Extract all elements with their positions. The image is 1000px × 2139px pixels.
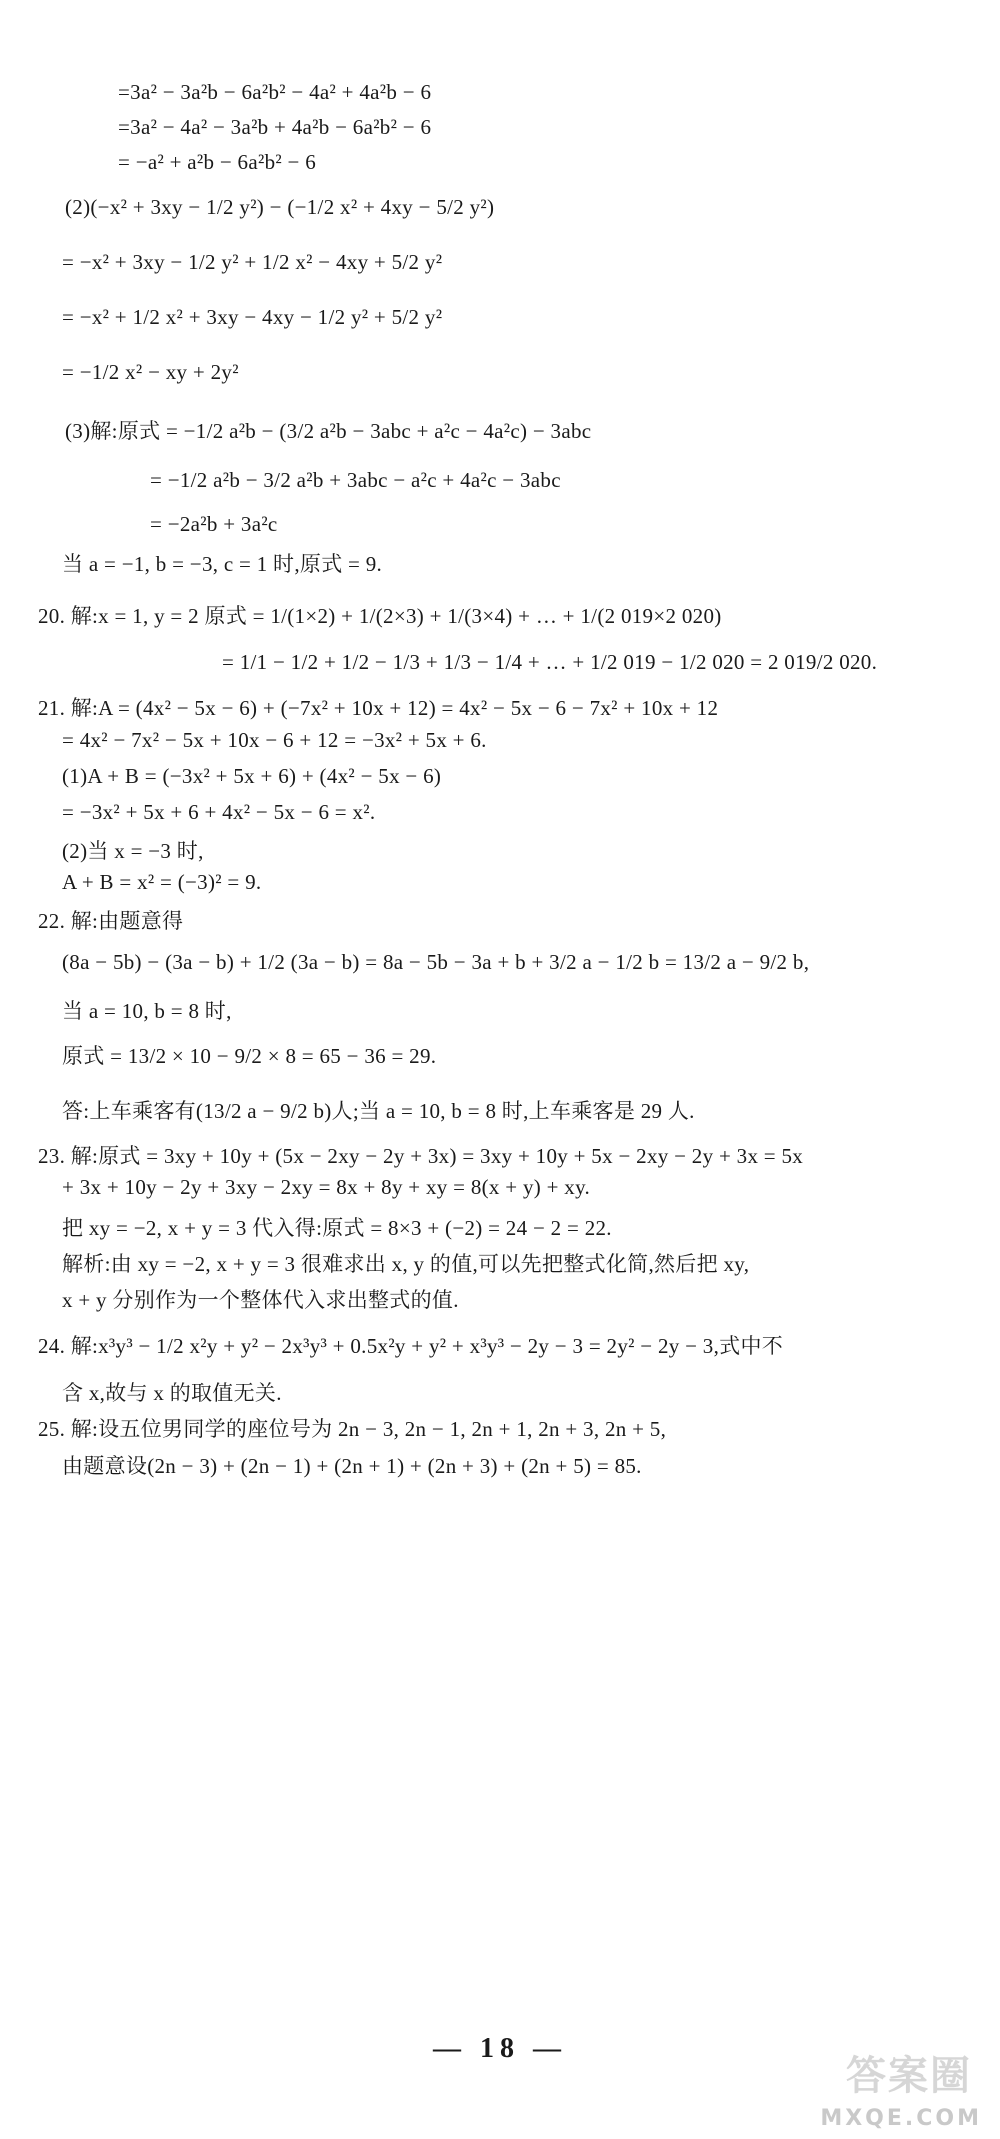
- text-line: = −x² + 3xy − 1/2 y² + 1/2 x² − 4xy + 5/2 y²: [62, 250, 443, 274]
- text-line: A + B = x² = (−3)² = 9.: [62, 870, 262, 894]
- text-line: 由题意设(2n − 3) + (2n − 1) + (2n + 1) + (2n + 3) + (2n + 5) = 85.: [62, 1454, 642, 1478]
- text-line: x + y 分别作为一个整体代入求出整式的值.: [62, 1288, 459, 1312]
- text-line: = −x² + 1/2 x² + 3xy − 4xy − 1/2 y² + 5/2 y²: [62, 305, 443, 329]
- watermark-logo: 答案圈: [846, 2053, 972, 2099]
- text-line: 答:上车乘客有(13/2 a − 9/2 b)人;当 a = 10, b = 8 时,上车乘客是 29 人.: [62, 1099, 695, 1123]
- problem-22: 22. 解:由题意得: [38, 909, 184, 933]
- text-line: = −3x² + 5x + 6 + 4x² − 5x − 6 = x².: [62, 800, 376, 824]
- problem-23: 23. 解:原式 = 3xy + 10y + (5x − 2xy − 2y + 3x) = 3xy + 10y + 5x − 2xy − 2y + 3x = 5x: [38, 1144, 804, 1168]
- text-line: = 1/1 − 1/2 + 1/2 − 1/3 + 1/3 − 1/4 + … + 1/2 019 − 1/2 020 = 2 019/2 020.: [222, 650, 878, 674]
- text-line: (2)(−x² + 3xy − 1/2 y²) − (−1/2 x² + 4xy − 5/2 y²): [65, 195, 495, 219]
- text-line: =3a² − 3a²b − 6a²b² − 4a² + 4a²b − 6: [118, 80, 432, 104]
- text-line: 解析:由 xy = −2, x + y = 3 很难求出 x, y 的值,可以先把整式化简,然后把 xy,: [62, 1252, 750, 1276]
- text-line: (3)解:原式 = −1/2 a²b − (3/2 a²b − 3abc + a²c − 4a²c) − 3abc: [65, 419, 592, 443]
- problem-20: 20. 解:x = 1, y = 2 原式 = 1/(1×2) + 1/(2×3) + 1/(3×4) + … + 1/(2 019×2 020): [38, 604, 722, 628]
- problem-24: 24. 解:x³y³ − 1/2 x²y + y² − 2x³y³ + 0.5x²y + y² + x³y³ − 2y − 3 = 2y² − 2y − 3,式中不: [38, 1334, 784, 1358]
- text-line: (8a − 5b) − (3a − b) + 1/2 (3a − b) = 8a − 5b − 3a + b + 3/2 a − 1/2 b = 13/2 a − 9/2 b,: [62, 950, 810, 974]
- watermark-url: MXQE.COM: [820, 2106, 982, 2131]
- text-line: =3a² − 4a² − 3a²b + 4a²b − 6a²b² − 6: [118, 115, 432, 139]
- page-number: — 18 —: [433, 2033, 567, 2064]
- problem-25: 25. 解:设五位男同学的座位号为 2n − 3, 2n − 1, 2n + 1, 2n + 3, 2n + 5,: [38, 1417, 667, 1441]
- text-line: 含 x,故与 x 的取值无关.: [62, 1381, 282, 1405]
- text-line: = 4x² − 7x² − 5x + 10x − 6 + 12 = −3x² + 5x + 6.: [62, 728, 487, 752]
- text-line: (2)当 x = −3 时,: [62, 839, 204, 863]
- text-line: 当 a = −1, b = −3, c = 1 时,原式 = 9.: [62, 552, 383, 576]
- text-line: = −1/2 a²b − 3/2 a²b + 3abc − a²c + 4a²c − 3abc: [150, 468, 561, 492]
- text-line: (1)A + B = (−3x² + 5x + 6) + (4x² − 5x − 6): [62, 764, 442, 788]
- text-line: = −1/2 x² − xy + 2y²: [62, 360, 239, 384]
- text-line: 原式 = 13/2 × 10 − 9/2 × 8 = 65 − 36 = 29.: [62, 1044, 437, 1068]
- text-line: + 3x + 10y − 2y + 3xy − 2xy = 8x + 8y + xy = 8(x + y) + xy.: [62, 1175, 591, 1199]
- text-line: 把 xy = −2, x + y = 3 代入得:原式 = 8×3 + (−2) = 24 − 2 = 22.: [62, 1216, 612, 1240]
- text-line: = −2a²b + 3a²c: [150, 512, 278, 536]
- text-line: = −a² + a²b − 6a²b² − 6: [118, 150, 317, 174]
- problem-21: 21. 解:A = (4x² − 5x − 6) + (−7x² + 10x + 12) = 4x² − 5x − 6 − 7x² + 10x + 12: [38, 696, 719, 720]
- text-line: 当 a = 10, b = 8 时,: [62, 999, 232, 1023]
